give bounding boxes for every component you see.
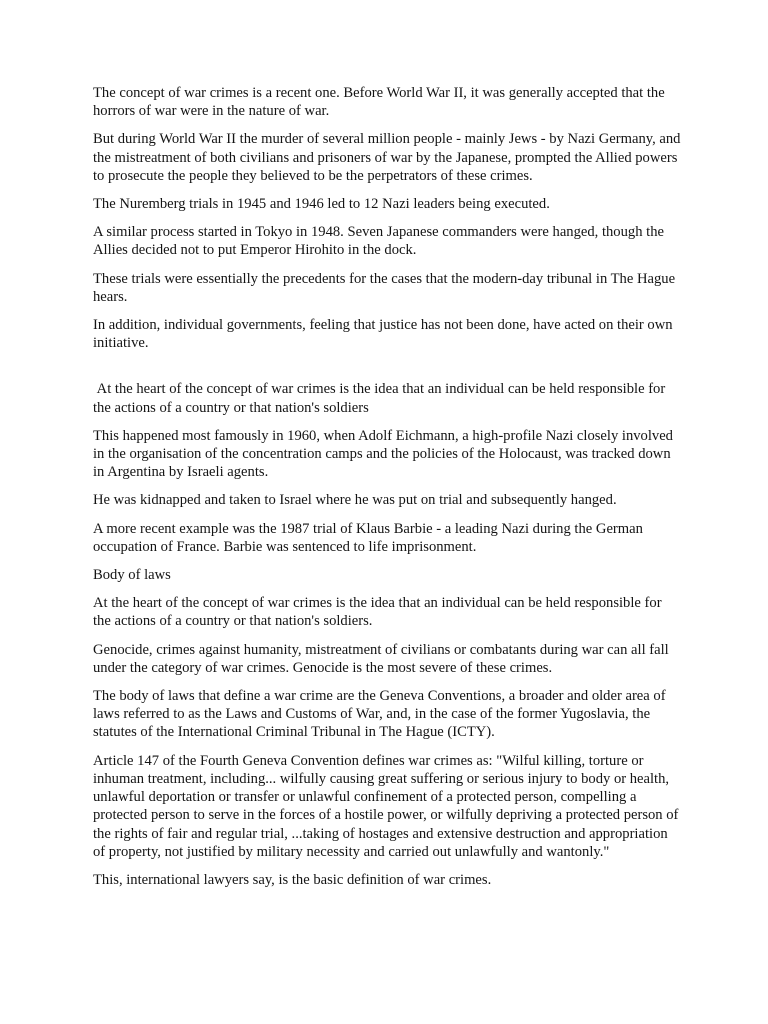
paragraph-geneva-conventions: The body of laws that define a war crime are the Geneva Conventions, a broader and older area of laws referred to as the Laws and Customs of War, and, in the case of the former Yugoslavia, the statutes of the International Criminal Tribunal in The Hague (ICTY). [93,688,666,741]
paragraph-basic-definition: This, international lawyers say, is the basic definition of war crimes. [93,871,492,888]
paragraph-tokyo: A similar process started in Tokyo in 1948. Seven Japanese commanders were hanged, though the Allies decided not to put Emperor Hirohito in the dock. [93,224,664,259]
paragraph-article-147: Article 147 of the Fourth Geneva Convention defines war crimes as: "Wilful killing, torture or inhuman treatment, including... wilfully causing great suffering or serious injury to body or health, unlawful deportation or transfer or unlawful confinement of a protected person, compelling a protected person to serve in the forces of a hostile power, or wilfully depriving a protected person of the rights of fair and regular trial, ...taking of hostages and extensive destruction and appropriation of property, not justified by military necessity and carried out unlawfully and wantonly." [93,752,679,860]
paragraph-genocide: Genocide, crimes against humanity, mistreatment of civilians or combatants during war can all fall under the category of war crimes. Genocide is the most severe of these crimes. [93,641,669,676]
paragraph-governments: In addition, individual governments, feeling that justice has not been done, have acted on their own initiative. [93,317,673,352]
section-heading-body-of-laws: Body of laws [93,567,171,584]
paragraph-precedents: These trials were essentially the precedents for the cases that the modern-day tribunal in The Hague hears. [93,270,676,305]
paragraph-intro: The concept of war crimes is a recent one. Before World War II, it was generally accepted that the horrors of war were in the nature of war. [93,85,665,120]
paragraph-heart-of-concept: At the heart of the concept of war crimes is the idea that an individual can be held responsible for the actions of a country or that nation's soldiers [93,381,669,416]
paragraph-ww2: But during World War II the murder of several million people - mainly Jews - by Nazi Germany, and the mistreatment of both civilians and prisoners of war by the Japanese, prompted the Allied powers to prosecute the people they believed to be the perpetrators of these crimes. [93,131,681,184]
document-page [93,84,683,899]
paragraph-eichmann: This happened most famously in 1960, when Adolf Eichmann, a high-profile Nazi closely involved in the organisation of the concentration camps and the policies of the Holocaust, was tracked down in Argentina by Israeli agents. [93,427,673,481]
paragraph-individual-responsibility: At the heart of the concept of war crimes is the idea that an individual can be held responsible for the actions of a country or that nation's soldiers. [93,595,662,630]
paragraph-nuremberg: The Nuremberg trials in 1945 and 1946 led to 12 Nazi leaders being executed. [93,196,550,213]
paragraph-kidnapped: He was kidnapped and taken to Israel where he was put on trial and subsequently hanged. [93,492,617,509]
paragraph-barbie: A more recent example was the 1987 trial of Klaus Barbie - a leading Nazi during the German occupation of France. Barbie was sentenced to life imprisonment. [93,520,643,555]
